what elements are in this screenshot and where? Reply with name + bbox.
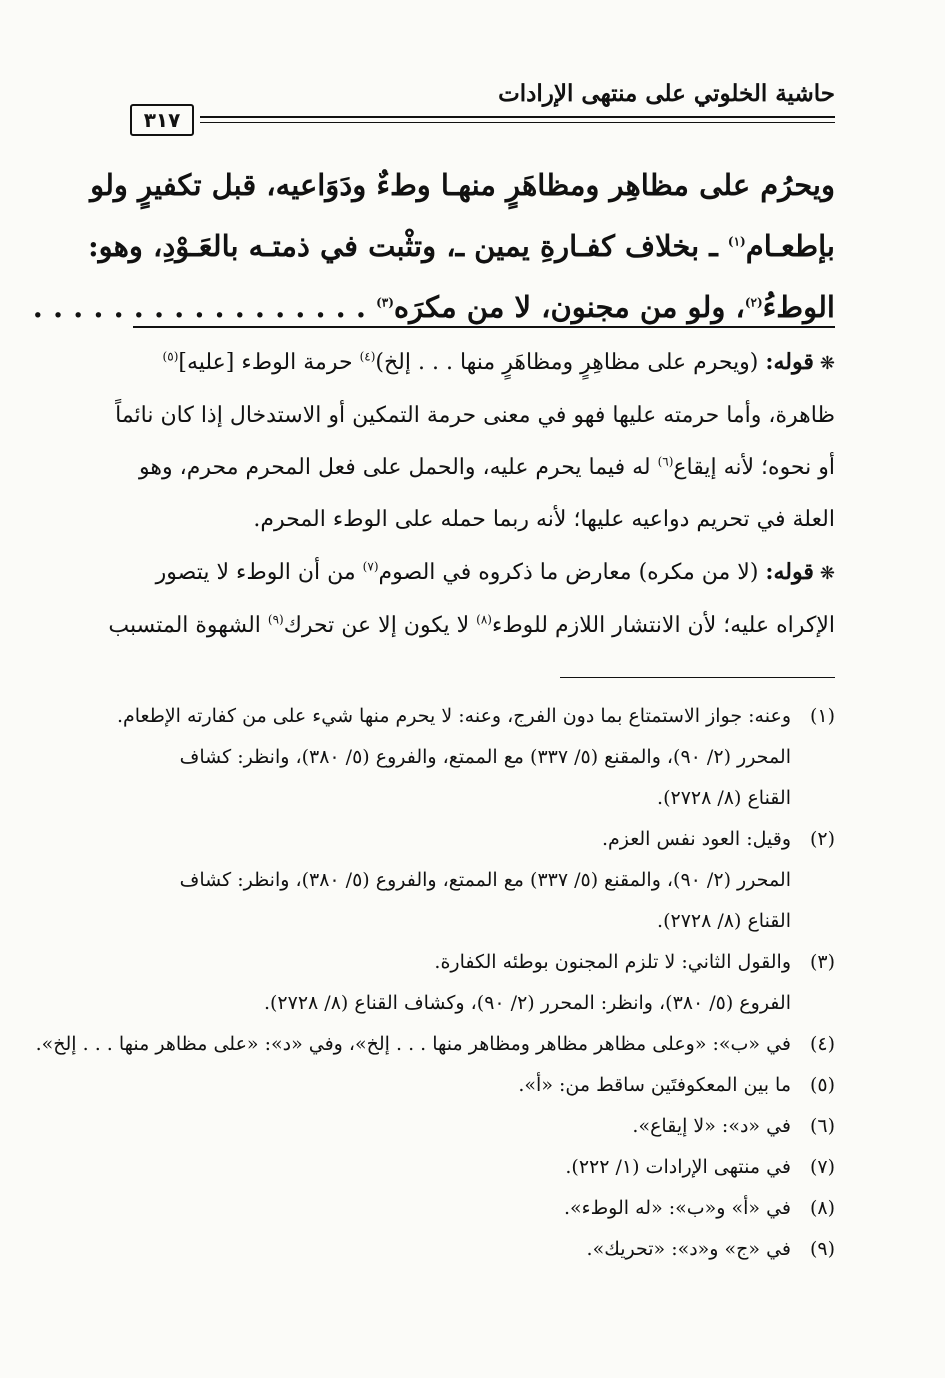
commentary-line: ظاهرة، وأما حرمته عليها فهو في معنى حرمة التمكين أو الاستدخال إذا كان نائماً [115, 403, 835, 428]
footnote-line [133, 983, 835, 1024]
matn-line-1: ويحرُم على مظاهِر ومظاهَرٍ منهـا وطءٌ ودَوَاعيه، قبل تكفيرٍ ولو [90, 168, 835, 202]
commentary-text [108, 336, 835, 652]
footnote-text: القناع (٨/ ٢٧٢٨). [657, 910, 791, 932]
footnote-number: (٢) [809, 828, 835, 850]
footnote-line [133, 1229, 835, 1270]
commentary-fragment: له فيما يحرم عليه، والحمل على فعل المحرم محرم، وهو [139, 455, 658, 480]
footnote-text: في «أ» و«ب»: «له الوطء». [564, 1197, 791, 1219]
footnote-line [133, 860, 835, 901]
footnote-ref: (٧) [362, 559, 379, 574]
footnote-text: المحرر (٢/ ٩٠)، والمقنع (٥/ ٣٣٧) مع الممتع، والفروع (٥/ ٣٨٠)، وانظر: كشاف [179, 869, 791, 891]
footnotes [35, 696, 835, 1270]
matn-text-fragment: ، ولو من مجنون، لا من مكرَه [393, 290, 745, 324]
matn-text-fragment: الوطءُ [762, 290, 835, 324]
footnote-item [133, 1229, 835, 1270]
footnote-number: (٥) [809, 1074, 835, 1096]
footnote-line [133, 819, 835, 860]
footnote-line [133, 901, 835, 942]
star-bullet-icon: ❋ [819, 353, 835, 374]
commentary-fragment: من أن الوطء لا يتصور [155, 560, 363, 585]
footnote-item [116, 696, 835, 819]
footnote-line [133, 1065, 835, 1106]
footnote-text: القناع (٨/ ٢٧٢٨). [657, 787, 791, 809]
footnote-ref: (٥) [162, 349, 179, 364]
footnote-text: ما بين المعكوفتَين ساقط من: «أ». [518, 1074, 791, 1096]
commentary-line [133, 336, 835, 390]
commentary-fragment: الإكراه عليه؛ لأن الانتشار اللازم للوطء [491, 613, 835, 638]
qawluhu-label: قوله: [765, 559, 814, 585]
header-rule-thin [200, 122, 835, 123]
footnote-line [133, 1188, 835, 1229]
footnote-text: في منتهى الإرادات (١/ ٢٢٢). [565, 1156, 791, 1178]
matn-separator [133, 326, 835, 328]
footnote-text: المحرر (٢/ ٩٠)، والمقنع (٥/ ٣٣٧) مع الممتع، والفروع (٥/ ٣٨٠)، وانظر: كشاف [179, 746, 791, 768]
footnote-ref: (٩) [267, 612, 284, 627]
footnote-line [133, 1147, 835, 1188]
footnote-line [133, 737, 835, 778]
footnote-text: الفروع (٥/ ٣٨٠)، وانظر: المحرر (٢/ ٩٠)، وكشاف القناع (٨/ ٢٧٢٨). [263, 992, 791, 1014]
footnote-text: في «ب»: «وعلى مظاهر مظاهر ومظاهر منها . . . إلخ»، وفي «د»: «على مظاهر منها . . . إلخ». [35, 1033, 791, 1055]
footnote-text: في «ج» و«د»: «تحريك». [586, 1238, 791, 1260]
footnote-line [133, 942, 835, 983]
footnote-item [133, 819, 835, 942]
footnote-line [116, 696, 835, 737]
page-number: ٣١٧ [130, 104, 194, 136]
footnote-text: في «د»: «لا إيقاع». [632, 1115, 791, 1137]
matn-text-fragment: بإطعـام [745, 229, 835, 263]
footnote-line [35, 1024, 835, 1065]
footnote-number: (٧) [809, 1156, 835, 1178]
footnote-separator [560, 677, 835, 678]
footnote-number: (٦) [809, 1115, 835, 1137]
commentary-fragment: حرمة الوطء [عليه] [178, 350, 360, 375]
commentary-fragment: لا يكون إلا عن تحرك [283, 613, 477, 638]
footnote-item [35, 1024, 835, 1065]
commentary-line [133, 442, 835, 494]
footnote-line [133, 778, 835, 819]
commentary-line [133, 546, 835, 600]
footnote-text: وقيل: العود نفس العزم. [601, 828, 791, 850]
footnote-ref: (٦) [657, 454, 674, 469]
running-title: حاشية الخلوتي على منتهى الإرادات [498, 80, 835, 107]
footnote-number: (٨) [809, 1197, 835, 1219]
footnote-ref: (١) [727, 234, 746, 249]
commentary-line: العلة في تحريم دواعيه عليها؛ لأنه ربما حمله على الوطء المحرم. [253, 507, 835, 532]
matn-line-2 [87, 216, 835, 277]
footnote-item [133, 1147, 835, 1188]
footnote-item [133, 1188, 835, 1229]
commentary-fragment: الشهوة المتسبب [108, 613, 268, 638]
commentary-line [108, 600, 835, 652]
footnote-number: (٣) [809, 951, 835, 973]
filler-dots: . . . . . . . . . . . . . . . . . [32, 290, 366, 324]
commentary-fragment: (لا من مكره) معارض ما ذكروه في الصوم [378, 560, 766, 585]
qawluhu-label: قوله: [765, 349, 814, 375]
star-bullet-icon: ❋ [819, 563, 835, 584]
footnote-text: وعنه: جواز الاستمتاع بما دون الفرج، وعنه: لا يحرم منها شيء على من كفارته الإطعام. [116, 705, 791, 727]
footnote-item [133, 1106, 835, 1147]
matn-text-fragment: ـ بخلاف كفـارةِ يمين ـ، وتثْبت في ذمتـه بالعَـوْدِ، وهو: [87, 229, 728, 263]
footnote-text: والقول الثاني: لا تلزم المجنون بوطئه الكفارة. [434, 951, 791, 973]
footnote-number: (١) [809, 705, 835, 727]
footnote-number: (٩) [809, 1238, 835, 1260]
footnote-line [133, 1106, 835, 1147]
commentary-fragment: أو نحوه؛ لأنه إيقاع [673, 455, 835, 480]
footnote-ref: (٣) [376, 295, 394, 310]
header-rule [200, 116, 835, 118]
footnote-number: (٤) [809, 1033, 835, 1055]
footnote-ref: (٢) [744, 295, 763, 310]
footnote-ref: (٨) [476, 612, 492, 627]
footnote-item [133, 942, 835, 1024]
footnote-item [133, 1065, 835, 1106]
matn-text [32, 155, 835, 338]
footnote-ref: (٤) [359, 349, 376, 364]
matn-line-3 [32, 277, 835, 338]
commentary-fragment: (ويحرم على مظاهِرٍ ومظاهَرٍ منها . . . إلخ) [375, 350, 766, 375]
